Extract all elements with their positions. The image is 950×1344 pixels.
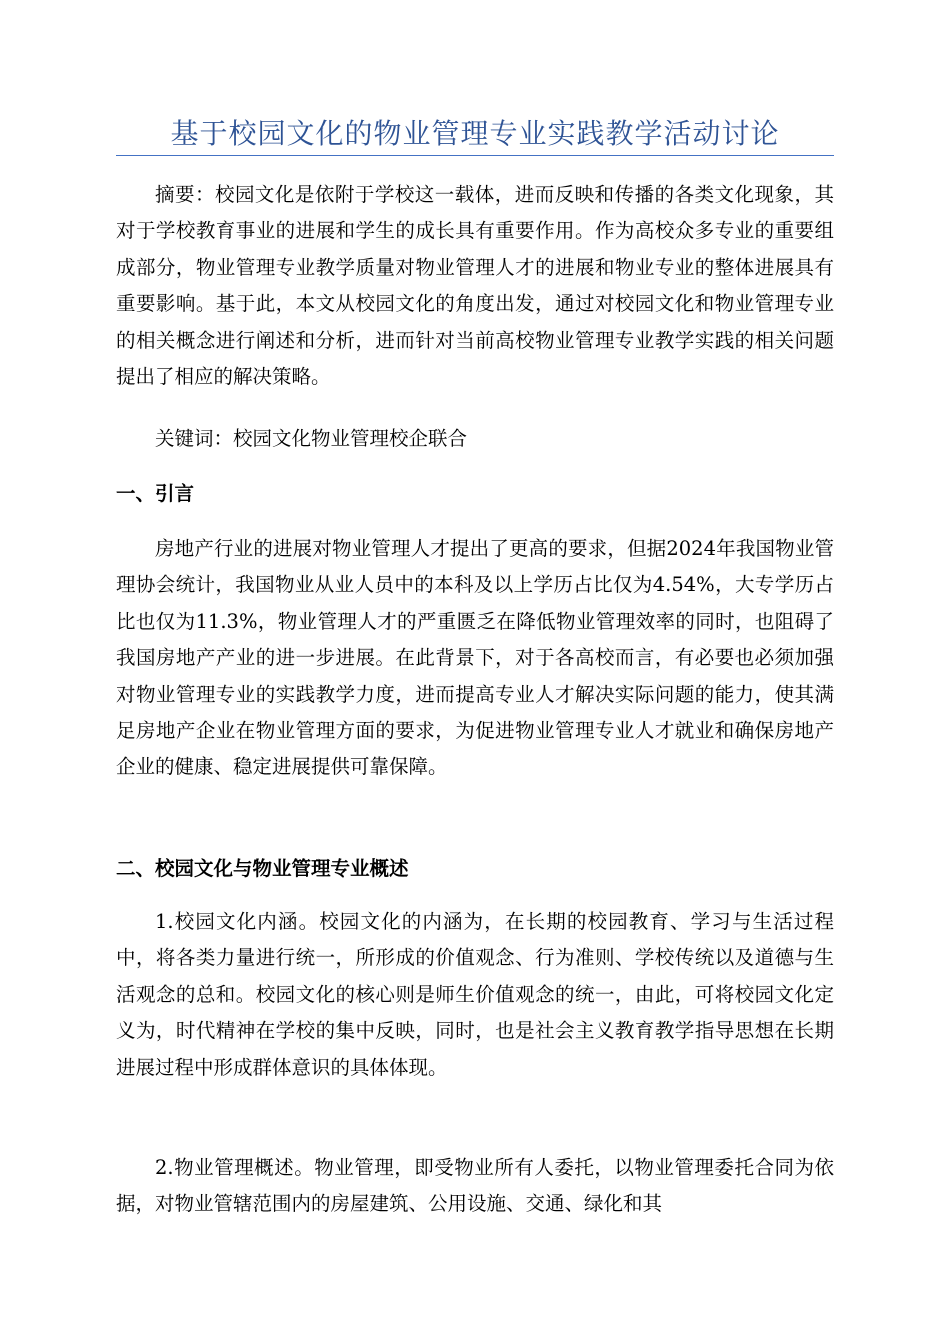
abstract-paragraph: 摘要：校园文化是依附于学校这一载体，进而反映和传播的各类文化现象，其对于学校教育事业的进展和学生的成长具有重要作用。作为高校众多专业的重要组成部分，物业管理专业教学质量对物业管理人才的进展和物业专业的整体进展具有重要影响。基于此，本文从校园文化的角度出发，通过对校园文化和物业管理专业的相关概念进行阐述和分析，进而针对当前高校物业管理专业教学实践的相关问题提出了相应的解决策略。 — [116, 183, 834, 389]
keywords-line: 关键词：校园文化物业管理校企联合 — [155, 427, 468, 450]
document-title: 基于校园文化的物业管理专业实践教学活动讨论 — [170, 117, 780, 150]
section-heading-introduction: 一、引言 — [116, 482, 195, 505]
property-management-paragraph: 2.物业管理概述。物业管理，即受物业所有人委托，以物业管理委托合同为依据，对物业管辖范围内的房屋建筑、公用设施、交通、绿化和其 — [116, 1156, 834, 1216]
introduction-paragraph: 房地产行业的进展对物业管理人才提出了更高的要求，但据2024年我国物业管理协会统计，我国物业从业人员中的本科及以上学历占比仅为4.54%，大专学历占比也仅为11.3%，物业管理人才的严重匮乏在降低物业管理效率的同时，也阻碍了我国房地产产业的进一步进展。在此背景下，对于各高校而言，有必要也必须加强对物业管理专业的实践教学力度，进而提高专业人才解决实际问题的能力，使其满足房地产企业在物业管理方面的要求，为促进物业管理专业人才就业和确保房地产企业的健康、稳定进展提供可靠保障。 — [116, 537, 834, 779]
campus-culture-paragraph: 1.校园文化内涵。校园文化的内涵为，在长期的校园教育、学习与生活过程中，将各类力量进行统一，所形成的价值观念、行为准则、学校传统以及道德与生活观念的总和。校园文化的核心则是师生价值观念的统一，由此，可将校园文化定义为，时代精神在学校的集中反映，同时，也是社会主义教育教学指导思想在长期进展过程中形成群体意识的具体体现。 — [116, 910, 834, 1079]
title-underline — [116, 155, 834, 156]
section-heading-overview: 二、校园文化与物业管理专业概述 — [116, 857, 409, 880]
